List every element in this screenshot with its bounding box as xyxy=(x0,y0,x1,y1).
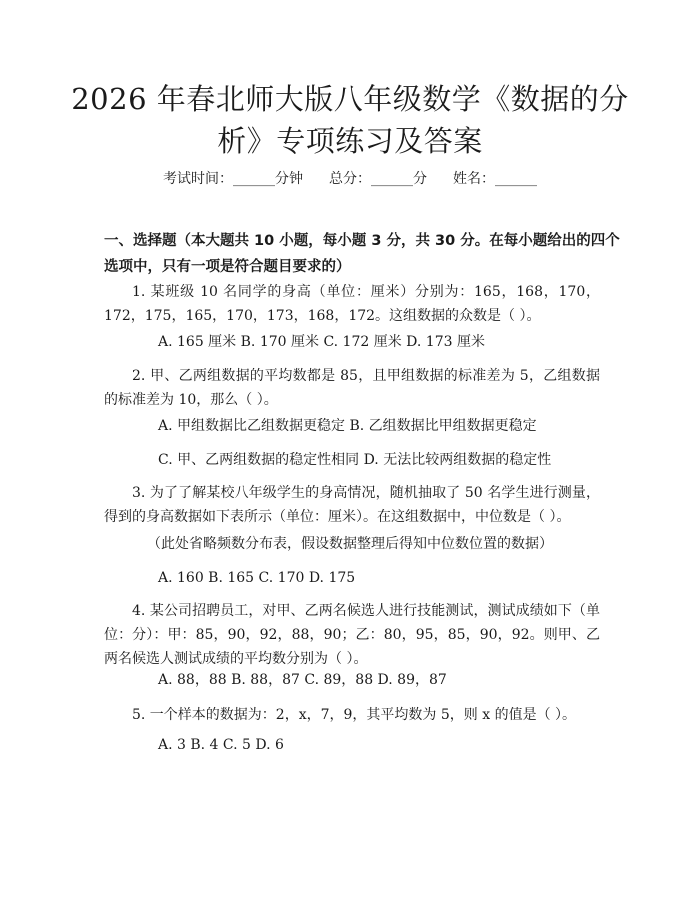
question-1: 1. 某班级 10 名同学的身高（单位：厘米）分别为：165，168，170，172，175，165，170，173，168，172。这组数据的众数是（ ）。 xyxy=(104,284,600,324)
question-3-note: （此处省略频数分布表，假设数据整理后得知中位数位置的数据） xyxy=(147,536,553,552)
question-5: 5. 一个样本的数据为：2，x，7，9，其平均数为 5，则 x 的值是（ ）。 xyxy=(132,707,577,723)
question-5-options: A. 3 B. 4 C. 5 D. 6 xyxy=(158,737,284,753)
question-2-options-ab: A. 甲组数据比乙组数据更稳定 B. 乙组数据比甲组数据更稳定 xyxy=(158,418,537,434)
section-heading: 一、选择题（本大题共 10 小题，每小题 3 分，共 30 分。在每小题给出的四个选项中，只有一项是符合题目要求的） xyxy=(104,233,620,275)
exam-info xyxy=(0,168,700,188)
question-2-options-cd: C. 甲、乙两组数据的稳定性相同 D. 无法比较两组数据的稳定性 xyxy=(158,452,552,468)
question-4: 4. 某公司招聘员工，对甲、乙两名候选人进行技能测试，测试成绩如下（单位：分）：甲：85，90，92，88，90；乙：80，95，85，90，92。则甲、乙两名候选人测试成绩的平均数分别为（ ）。 xyxy=(104,603,600,667)
question-3-options: A. 160 B. 165 C. 170 D. 175 xyxy=(158,570,356,586)
student-name-field: 姓名：______ xyxy=(453,171,537,187)
question-4-options: A. 88，88 B. 88，87 C. 89，88 D. 89，87 xyxy=(158,672,447,688)
title-line-1: 2026 年春北师大版八年级数学《数据的分 xyxy=(71,82,629,116)
title-line-2: 析》专项练习及答案 xyxy=(217,124,483,158)
question-2: 2. 甲、乙两组数据的平均数都是 85，且甲组数据的标准差为 5，乙组数据的标准差为 10，那么（ ）。 xyxy=(104,368,600,408)
exam-time-field: 考试时间：______分钟 xyxy=(163,171,303,187)
total-score-field: 总分：______分 xyxy=(329,171,427,187)
question-1-options: A. 165 厘米 B. 170 厘米 C. 172 厘米 D. 173 厘米 xyxy=(158,334,485,350)
page-title xyxy=(60,78,640,162)
question-3: 3. 为了了解某校八年级学生的身高情况，随机抽取了 50 名学生进行测量，得到的身高数据如下表所示（单位：厘米）。在这组数据中，中位数是（ ）。 xyxy=(104,485,600,525)
